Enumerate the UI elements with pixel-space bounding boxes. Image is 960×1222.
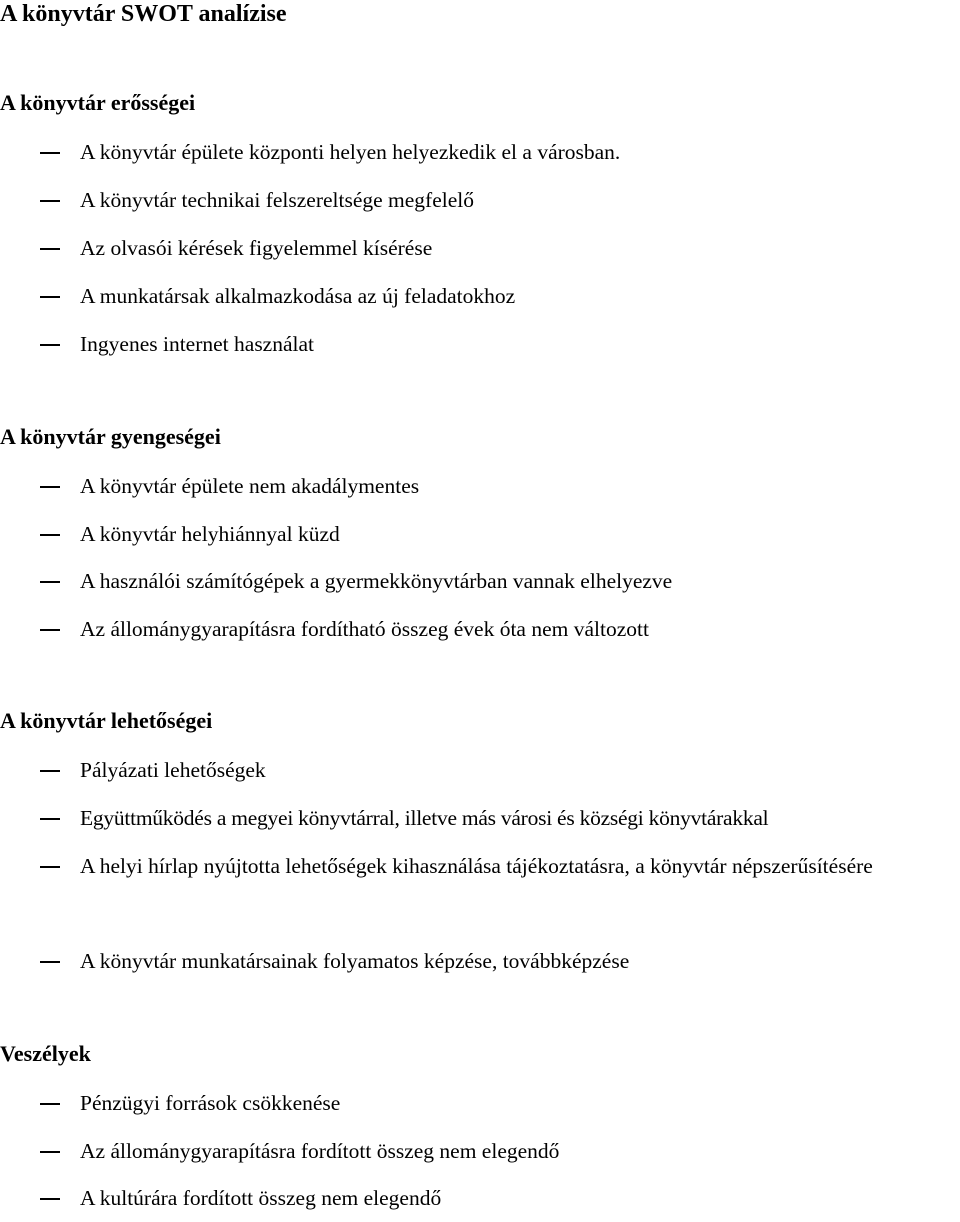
opportunities-heading: A könyvtár lehetőségei	[0, 708, 213, 733]
dash-bullet-icon	[40, 746, 60, 794]
list-item-text: A könyvtár munkatársainak folyamatos képzése, továbbképzése	[80, 949, 630, 973]
list-item-text: A munkatársak alkalmazkodása az új feladatokhoz	[80, 284, 516, 308]
dash-bullet-icon	[40, 320, 60, 368]
list-item-text: A kultúrára fordított összeg nem elegendő	[80, 1186, 442, 1210]
list-item-text: Együttműködés a megyei könyvtárral, illetve más városi és községi könyvtárakkal	[80, 806, 769, 830]
dash-bullet-icon	[40, 176, 60, 224]
dash-bullet-icon	[40, 557, 60, 605]
list-item-text: A könyvtár helyhiánnyal küzd	[80, 522, 340, 546]
list-item-text: A használói számítógépek a gyermekkönyvtárban vannak elhelyezve	[80, 569, 673, 593]
list-item-text: Az olvasói kérések figyelemmel kísérése	[80, 236, 433, 260]
list-item-text: A helyi hírlap nyújtotta lehetőségek kihasználása tájékoztatásra, a könyvtár népszerűsítésére	[80, 854, 873, 878]
threats-heading: Veszélyek	[0, 1041, 91, 1066]
list-item-text: Az állománygyarapításra fordítható összeg évek óta nem változott	[80, 617, 649, 641]
dash-bullet-icon	[40, 510, 60, 558]
document-title: A könyvtár SWOT analízise	[0, 1, 287, 27]
dash-bullet-icon	[40, 1127, 60, 1175]
list-item-text: A könyvtár épülete nem akadálymentes	[80, 474, 420, 498]
list-item-text: Pályázati lehetőségek	[80, 758, 266, 782]
weaknesses-heading: A könyvtár gyengeségei	[0, 424, 221, 449]
list-item-text: A könyvtár épülete központi helyen helyezkedik el a városban.	[80, 140, 621, 164]
dash-bullet-icon	[40, 1174, 60, 1222]
list-item-text: A könyvtár technikai felszereltsége megfelelő	[80, 188, 475, 212]
dash-bullet-icon	[40, 462, 60, 510]
strengths-heading: A könyvtár erősségei	[0, 90, 196, 115]
dash-bullet-icon	[40, 794, 60, 842]
dash-bullet-icon	[40, 1079, 60, 1127]
dash-bullet-icon	[40, 128, 60, 176]
dash-bullet-icon	[40, 605, 60, 653]
dash-bullet-icon	[40, 272, 60, 320]
list-item-text: Az állománygyarapításra fordított összeg nem elegendő	[80, 1139, 560, 1163]
dash-bullet-icon	[40, 224, 60, 272]
list-item-text: Ingyenes internet használat	[80, 332, 315, 356]
dash-bullet-icon	[40, 937, 60, 985]
list-item-text: Pénzügyi források csökkenése	[80, 1091, 341, 1115]
dash-bullet-icon	[40, 842, 60, 890]
